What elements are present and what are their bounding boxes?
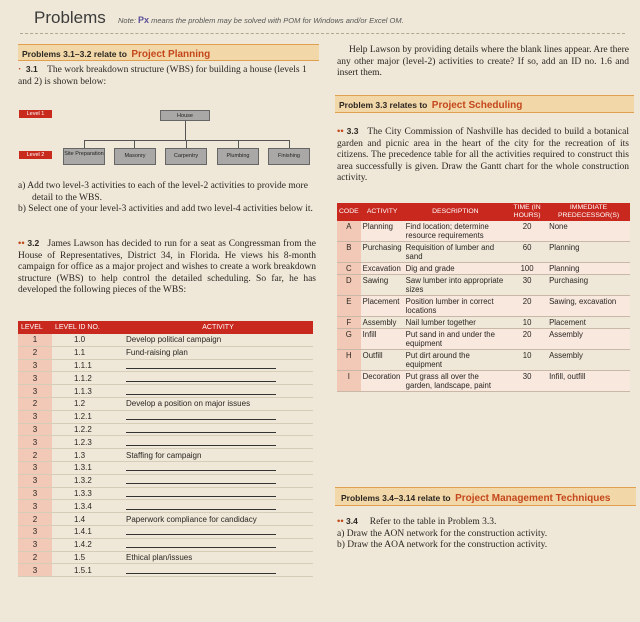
table-row	[18, 525, 313, 538]
col-activity: ACTIVITY	[123, 321, 313, 334]
blank-line	[126, 360, 276, 369]
time-cell: 60	[507, 242, 547, 263]
activity-cell: Paperwork compliance for candidacy	[123, 513, 313, 526]
description-cell: Put grass all over the garden, landscape, paint	[404, 371, 507, 392]
activity-cell: Placement	[361, 296, 404, 317]
description-cell: Put dirt around the equipment	[404, 350, 507, 371]
problem-number: 3.3	[346, 126, 359, 136]
level-id-cell: 1.2	[52, 397, 123, 410]
level-cell: 1	[18, 334, 52, 346]
part-b: b) Select one of your level-3 activities and add two level-4 activities below it.	[18, 204, 313, 215]
problem-text: James Lawson has decided to run for a seat as Congressman from the House of Representatives, District 34, in Florida. He views his 8-month campaign for office as a major project and wishes to create a work breakdown structure (WBS) to help control the detailed scheduling. So far, he has developed the following pieces of the WBS:	[18, 239, 317, 296]
activity-cell	[123, 385, 313, 398]
wbs-masonry-box: Masonry	[114, 148, 156, 165]
level-cell: 2	[18, 449, 52, 462]
level-cell: 3	[18, 474, 52, 487]
table-row	[18, 461, 313, 474]
time-cell: 20	[507, 329, 547, 350]
problem-3-1-parts	[18, 181, 316, 216]
problem-text: The City Commission of Nashville has decided to build a botanical garden and picnic area in the heart of the city for the recreation of its citizens. The precedence table for all the activities required to construct this area successfully is given. Draw the Gantt chart for the whole construction activity.	[337, 127, 630, 184]
activity-cell: Ethical plan/issues	[123, 551, 313, 564]
banner-topic: Project Scheduling	[431, 100, 523, 111]
time-cell: 20	[507, 221, 547, 242]
wbs-connector	[185, 121, 186, 141]
time-cell: 20	[507, 296, 547, 317]
banner-prefix: Problems 3.4–3.14 relate to	[341, 493, 451, 503]
problem-3-2	[18, 238, 316, 297]
blank-line	[126, 411, 276, 420]
level-id-cell: 1.1	[52, 346, 123, 359]
problem-text: Refer to the table in Problem 3.3.	[369, 517, 497, 527]
level-id-cell: 1.4.1	[52, 525, 123, 538]
header-divider	[20, 33, 625, 34]
table-row	[18, 334, 313, 346]
level-2-tag: Level 2	[19, 151, 52, 159]
level-id-cell: 1.4.2	[52, 538, 123, 551]
note-line	[118, 15, 404, 25]
table-row	[18, 551, 313, 564]
blank-line	[126, 373, 276, 382]
blank-line	[126, 565, 276, 574]
level-id-cell: 1.3.3	[52, 487, 123, 500]
table-row	[18, 487, 313, 500]
table-row	[18, 397, 313, 410]
activity-cell	[123, 423, 313, 436]
blank-line	[126, 475, 276, 484]
predecessor-cell: None	[547, 221, 630, 242]
level-id-cell: 1.3.1	[52, 461, 123, 474]
note-label: Note:	[118, 16, 136, 25]
problem-number: 3.1	[25, 64, 38, 74]
banner-prefix: Problems 3.1–3.2 relate to	[22, 49, 127, 59]
code-cell: I	[337, 371, 361, 392]
table-row	[18, 436, 313, 449]
blank-line	[126, 539, 276, 548]
blank-line	[126, 462, 276, 471]
difficulty-dots: ••	[337, 127, 344, 137]
activity-cell	[123, 436, 313, 449]
level-cell: 2	[18, 397, 52, 410]
level-cell: 2	[18, 346, 52, 359]
activity-cell: Develop political campaign	[123, 334, 313, 346]
level-id-cell: 1.5.1	[52, 564, 123, 577]
blank-line	[126, 424, 276, 433]
col-predecessors: IMMEDIATE PREDECESSOR(S)	[547, 203, 630, 221]
code-cell: F	[337, 317, 361, 329]
code-cell: H	[337, 350, 361, 371]
time-cell: 30	[507, 371, 547, 392]
predecessor-cell: Assembly	[547, 350, 630, 371]
table-row	[337, 242, 630, 263]
level-cell: 3	[18, 564, 52, 577]
activity-cell	[123, 359, 313, 372]
difficulty-dots: ••	[18, 239, 25, 249]
level-cell: 3	[18, 500, 52, 513]
activity-cell: Outfill	[361, 350, 404, 371]
table-row	[337, 317, 630, 329]
col-time: TIME (IN HOURS)	[507, 203, 547, 221]
page-title: Problems	[34, 8, 106, 27]
activity-cell: Excavation	[361, 263, 404, 275]
wbs-table	[18, 321, 313, 577]
activity-cell	[123, 525, 313, 538]
time-cell: 30	[507, 275, 547, 296]
level-cell: 3	[18, 372, 52, 385]
time-cell: 10	[507, 317, 547, 329]
px-icon: Px	[138, 15, 150, 25]
table-row	[18, 410, 313, 423]
table-row	[18, 513, 313, 526]
problem-3-3	[337, 126, 629, 185]
level-id-cell: 1.0	[52, 334, 123, 346]
banner-topic: Project Planning	[131, 49, 211, 60]
level-id-cell: 1.4	[52, 513, 123, 526]
banner-topic: Project Management Techniques	[455, 493, 611, 504]
description-cell: Saw lumber into appropriate sizes	[404, 275, 507, 296]
level-id-cell: 1.3.4	[52, 500, 123, 513]
table-row	[18, 423, 313, 436]
activity-cell: Fund-raising plan	[123, 346, 313, 359]
problem-number: 3.4	[346, 516, 358, 526]
col-description: DESCRIPTION	[404, 203, 507, 221]
activity-cell: Staffing for campaign	[123, 449, 313, 462]
predecessor-cell: Infill, outfill	[547, 371, 630, 392]
table-row	[337, 296, 630, 317]
activity-cell	[123, 564, 313, 577]
table-row	[18, 538, 313, 551]
predecessor-cell: Purchasing	[547, 275, 630, 296]
part-a: a) Draw the AON network for the construction activity.	[337, 528, 548, 539]
table-row	[337, 350, 630, 371]
level-cell: 3	[18, 525, 52, 538]
table-row	[18, 500, 313, 513]
description-cell: Dig and grade	[404, 263, 507, 275]
activity-cell: Purchasing	[361, 242, 404, 263]
activity-cell: Infill	[361, 329, 404, 350]
wbs-connector	[186, 140, 187, 148]
wbs-finishing-box: Finishing	[268, 148, 310, 165]
activity-cell	[123, 487, 313, 500]
code-cell: A	[337, 221, 361, 242]
table-row	[18, 346, 313, 359]
problem-3-1: · 3.1 The work breakdown structure (WBS) for building a house (levels 1 and 2) is shown below:	[18, 64, 307, 87]
banner-pm-techniques	[335, 487, 636, 506]
blank-line	[126, 488, 276, 497]
activity-cell: Decoration	[361, 371, 404, 392]
wbs-connector	[84, 140, 85, 148]
problem-number: 3.2	[27, 238, 40, 248]
blank-line	[126, 437, 276, 446]
col-level-id: LEVEL ID NO.	[52, 321, 123, 334]
level-id-cell: 1.2.2	[52, 423, 123, 436]
problem-text: The work breakdown structure (WBS) for building a house (levels 1 and 2) is shown below:	[18, 65, 307, 87]
table-row	[18, 385, 313, 398]
time-cell: 10	[507, 350, 547, 371]
wbs-connector	[134, 140, 135, 148]
table-row	[18, 359, 313, 372]
col-code: CODE	[337, 203, 361, 221]
predecessor-cell: Planning	[547, 242, 630, 263]
level-1-tag: Level 1	[19, 110, 52, 118]
table-row	[337, 263, 630, 275]
wbs-carpentry-box: Carpentry	[165, 148, 207, 165]
table-row	[18, 372, 313, 385]
problem-3-4	[337, 516, 629, 552]
wbs-connector	[238, 140, 239, 148]
activity-cell: Develop a position on major issues	[123, 397, 313, 410]
level-id-cell: 1.2.1	[52, 410, 123, 423]
activity-cell: Sawing	[361, 275, 404, 296]
predecessor-cell: Sawing, excavation	[547, 296, 630, 317]
level-id-cell: 1.1.1	[52, 359, 123, 372]
part-b: b) Draw the AOA network for the construction activity.	[337, 540, 548, 551]
blank-line	[126, 526, 276, 535]
time-cell: 100	[507, 263, 547, 275]
activity-cell: Planning	[361, 221, 404, 242]
col-activity: ACTIVITY	[361, 203, 404, 221]
level-cell: 2	[18, 513, 52, 526]
activity-cell	[123, 538, 313, 551]
level-cell: 3	[18, 385, 52, 398]
activity-cell	[123, 410, 313, 423]
col-level: LEVEL	[18, 321, 52, 334]
level-cell: 3	[18, 461, 52, 474]
blank-line	[126, 501, 276, 510]
level-cell: 2	[18, 551, 52, 564]
level-id-cell: 1.5	[52, 551, 123, 564]
banner-project-planning	[18, 44, 319, 61]
activity-cell	[123, 500, 313, 513]
level-cell: 3	[18, 359, 52, 372]
precedence-table	[337, 203, 630, 392]
wbs-house-box: House	[160, 110, 210, 121]
level-cell: 3	[18, 436, 52, 449]
wbs-connector	[289, 140, 290, 148]
level-id-cell: 1.3.2	[52, 474, 123, 487]
banner-prefix: Problem 3.3 relates to	[339, 100, 428, 110]
note-text: means the problem may be solved with POM for Windows and/or Excel OM.	[151, 16, 404, 25]
problem-3-2-continued: Help Lawson by providing details where the blank lines appear. Are there any other major (level-2) activities to create? If so, add an ID no. 1.6 and insert them.	[337, 45, 629, 79]
activity-cell	[123, 372, 313, 385]
table-row	[18, 474, 313, 487]
banner-project-scheduling	[335, 95, 634, 113]
description-cell: Put sand in and under the equipment	[404, 329, 507, 350]
description-cell: Find location; determine resource requirements	[404, 221, 507, 242]
activity-cell: Assembly	[361, 317, 404, 329]
code-cell: E	[337, 296, 361, 317]
code-cell: D	[337, 275, 361, 296]
level-cell: 3	[18, 423, 52, 436]
code-cell: B	[337, 242, 361, 263]
level-id-cell: 1.2.3	[52, 436, 123, 449]
wbs-plumbing-box: Plumbing	[217, 148, 259, 165]
activity-cell	[123, 461, 313, 474]
wbs-site-preparation-box: Site Preparation	[63, 148, 105, 165]
description-cell: Requisition of lumber and sand	[404, 242, 507, 263]
description-cell: Position lumber in correct locations	[404, 296, 507, 317]
table-row	[337, 275, 630, 296]
predecessor-cell: Assembly	[547, 329, 630, 350]
table-row	[337, 371, 630, 392]
difficulty-dots: ••	[337, 517, 344, 527]
part-a: a) Add two level-3 activities to each of the level-2 activities to provide more detail to the WBS.	[18, 181, 308, 203]
predecessor-cell: Placement	[547, 317, 630, 329]
predecessor-cell: Planning	[547, 263, 630, 275]
table-row	[337, 221, 630, 242]
level-cell: 3	[18, 410, 52, 423]
code-cell: C	[337, 263, 361, 275]
level-cell: 3	[18, 487, 52, 500]
activity-cell	[123, 474, 313, 487]
table-row	[18, 564, 313, 577]
level-cell: 3	[18, 538, 52, 551]
level-id-cell: 1.3	[52, 449, 123, 462]
level-id-cell: 1.1.3	[52, 385, 123, 398]
level-id-cell: 1.1.2	[52, 372, 123, 385]
description-cell: Nail lumber together	[404, 317, 507, 329]
table-row	[337, 329, 630, 350]
table-row	[18, 449, 313, 462]
code-cell: G	[337, 329, 361, 350]
blank-line	[126, 386, 276, 395]
